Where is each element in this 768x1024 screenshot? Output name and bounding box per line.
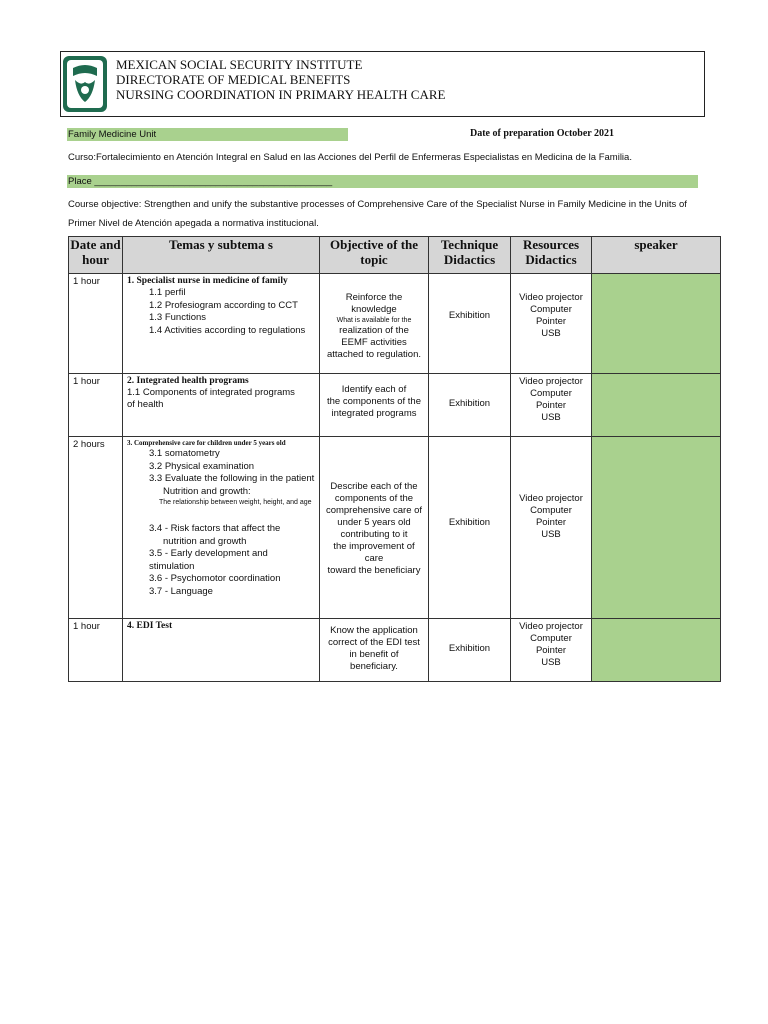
objective-line: the components of the — [326, 396, 421, 407]
resources-cell — [511, 374, 592, 437]
subtopic: 1.4 Activities according to regulations — [149, 324, 306, 336]
topic-title: 4. EDI Test — [127, 621, 173, 631]
topic-cell — [123, 374, 320, 437]
resource-item: Video projector — [519, 292, 583, 303]
topic-cell — [123, 437, 320, 619]
schedule-table — [68, 236, 721, 682]
subtopic: 3.3 Evaluate the following in the patient — [149, 473, 315, 484]
subtopic: nutrition and growth — [163, 535, 247, 547]
speaker-cell[interactable] — [592, 619, 721, 682]
subtopic: 3.1 somatometry — [149, 448, 220, 459]
subtopic: 3.4 - Risk factors that affect the — [149, 523, 281, 534]
technique-cell — [429, 274, 511, 374]
objective-line: integrated programs — [331, 408, 417, 419]
technique-cell — [429, 437, 511, 619]
table-row — [69, 437, 721, 619]
objective-line: the improvement of care — [333, 541, 415, 564]
resource-item: Pointer — [535, 316, 567, 327]
resources-cell — [511, 437, 592, 619]
objective-cell — [320, 274, 429, 374]
objective-line: correct of the EDI test — [328, 637, 420, 648]
subtopic: 1.3 Functions — [149, 312, 207, 323]
objective-line: contributing to it — [340, 529, 408, 540]
header-technique: Technique Didactics — [429, 237, 511, 274]
place-field: Place _____________________________________________ — [68, 176, 333, 187]
table-row — [69, 374, 721, 437]
subtopic: 3.2 Physical examination — [149, 460, 255, 472]
subtopic: 3.7 - Language — [149, 585, 213, 597]
resource-item: Computer — [530, 304, 572, 315]
subtopic: 3.5 - Early development and stimulation — [149, 548, 268, 572]
objective-cell — [320, 374, 429, 437]
subtopic: of health — [127, 399, 164, 410]
resource-item: Pointer — [535, 645, 567, 656]
header-topics: Temas y subtema s — [123, 237, 320, 274]
resource-item: USB — [541, 328, 561, 339]
resource-item: USB — [541, 529, 561, 540]
objective-line: in benefit of — [349, 649, 399, 660]
resource-item: USB — [541, 657, 561, 668]
topic-title: 2. Integrated health programs — [127, 376, 249, 386]
resource-item: Pointer — [535, 400, 567, 411]
course-objective-line-1: Course objective: Strengthen and unify the substantive processes of Comprehensive Care of the Specialist Nurse in Family Medicine in the Units of — [68, 199, 687, 210]
time-cell — [69, 619, 123, 682]
objective-line: attached to regulation. — [326, 349, 421, 360]
institution-name — [116, 57, 445, 102]
resource-item: Computer — [530, 505, 572, 516]
objective-line: What is available for the — [336, 317, 412, 324]
topic-cell — [123, 619, 320, 682]
resource-item: Computer — [530, 388, 572, 399]
resource-item: Computer — [530, 633, 572, 644]
date-of-preparation: Date of preparation October 2021 — [470, 128, 615, 139]
objective-line: Know the application — [330, 625, 418, 636]
time-cell — [69, 437, 123, 619]
technique-text: Exhibition — [448, 398, 491, 409]
course-objective-line-2: Primer Nivel de Atención apegada a normativa institucional. — [68, 218, 319, 229]
resource-item: Pointer — [535, 517, 567, 528]
subtopic: 1.1 Components of integrated programs — [127, 387, 295, 398]
subtopic: 3.6 - Psychomotor coordination — [149, 573, 281, 584]
objective-cell — [320, 619, 429, 682]
header-date-hour: Date and hour — [69, 237, 123, 274]
objective-cell — [320, 437, 429, 619]
topic-cell — [123, 274, 320, 374]
imss-logo-icon — [63, 56, 107, 112]
speaker-cell[interactable] — [592, 437, 721, 619]
time-cell — [69, 274, 123, 374]
objective-line: components of the — [334, 493, 414, 504]
course-name: Curso:Fortalecimiento en Atención Integral en Salud en las Acciones del Perfil de Enfermeras Especialistas en Medicina de la Familia. — [68, 152, 632, 163]
time-cell — [69, 374, 123, 437]
header-objective: Objective of the topic — [320, 237, 429, 274]
header-line-1: MEXICAN SOCIAL SECURITY INSTITUTE — [116, 57, 363, 72]
time-text: 2 hours — [73, 439, 105, 450]
time-text: 1 hour — [73, 376, 100, 387]
header-resources: Resources Didactics — [511, 237, 592, 274]
speaker-cell[interactable] — [592, 274, 721, 374]
technique-text: Exhibition — [448, 517, 491, 528]
objective-line: Reinforce the knowledge — [345, 292, 403, 315]
objective-line: toward the beneficiary — [327, 565, 421, 576]
topic-title: 1. Specialist nurse in medicine of family — [127, 276, 288, 286]
table-header-row — [69, 237, 721, 274]
technique-cell — [429, 374, 511, 437]
time-text: 1 hour — [73, 621, 100, 632]
topic-title: 3. Comprehensive care for children under 5 years old — [127, 439, 286, 447]
objective-line: Describe each of the — [330, 481, 418, 492]
objective-line: comprehensive care of — [325, 505, 423, 516]
technique-cell — [429, 619, 511, 682]
objective-line: under 5 years old — [337, 517, 411, 528]
objective-line: beneficiary. — [350, 661, 398, 672]
table-row — [69, 619, 721, 682]
resource-item: Video projector — [519, 376, 583, 387]
resource-item: Video projector — [519, 493, 583, 504]
table-row — [69, 274, 721, 374]
header-line-2: DIRECTORATE OF MEDICAL BENEFITS — [116, 72, 351, 87]
technique-text: Exhibition — [448, 310, 491, 321]
resources-cell — [511, 619, 592, 682]
speaker-cell[interactable] — [592, 374, 721, 437]
subtopic: The relationship between weight, height, and age — [159, 499, 312, 506]
header-line-3: NURSING COORDINATION IN PRIMARY HEALTH CARE — [116, 87, 446, 102]
objective-line: realization of the — [339, 325, 409, 336]
objective-line: EEMF activities — [341, 337, 407, 348]
subtopic: Nutrition and growth: — [163, 485, 251, 497]
resource-item: USB — [541, 412, 561, 423]
objective-line: Identify each of — [341, 384, 407, 395]
technique-text: Exhibition — [448, 643, 491, 654]
unit-label: Family Medicine Unit — [68, 129, 157, 140]
resource-item: Video projector — [519, 621, 583, 632]
time-text: 1 hour — [73, 276, 100, 287]
header-speaker: speaker — [592, 237, 721, 274]
subtopic: 1.1 perfil — [149, 287, 186, 298]
subtopic: 1.2 Profesiogram according to CCT — [149, 299, 298, 311]
resources-cell — [511, 274, 592, 374]
institution-header — [60, 51, 705, 117]
